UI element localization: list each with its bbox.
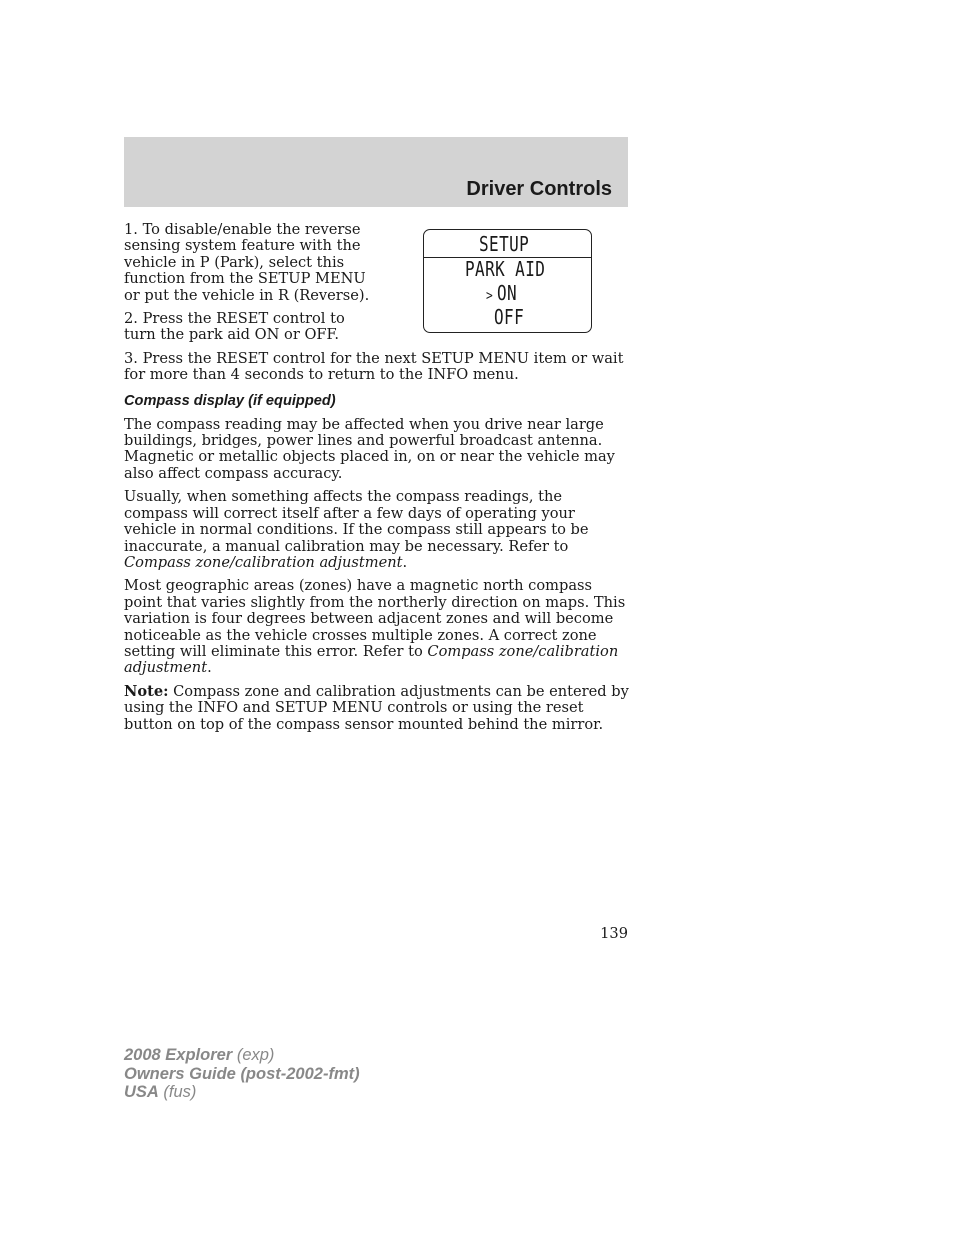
paragraph-2-text: Usually, when something affects the compass readings, the compass will correct itself after a few days of operating your vehicle in normal conditions. If the compass still appears to be inaccurate, a manual calibration may be necessary. Refer to: [124, 488, 589, 555]
step-2: 2. Press the RESET control to turn the park aid ON or OFF.: [124, 310, 345, 344]
footer-market-code: (fus): [158, 1083, 197, 1102]
display-option-off: OFF: [494, 305, 525, 329]
footer-market: USA: [124, 1083, 159, 1102]
footer-model-code: (exp): [232, 1046, 275, 1064]
footer-line-3: [124, 1083, 360, 1102]
document-footer: [124, 1046, 360, 1102]
step-1: 1. To disable/enable the reverse sensing system feature with the vehicle in P (Park), select this function from the SETUP MENU or put the vehicle in R (Reverse).: [124, 221, 370, 304]
compass-heading: Compass display (if equipped): [124, 392, 336, 409]
section-header-band: [124, 137, 628, 207]
compass-paragraph-2: [124, 489, 629, 571]
section-title: Driver Controls: [466, 178, 612, 200]
step-3: 3. Press the RESET control for the next SETUP MENU item or wait for more than 4 seconds to return to the INFO menu.: [124, 349, 624, 384]
compass-paragraph-3: [124, 578, 629, 676]
page-number: 139: [600, 925, 628, 942]
calibration-reference-2: Compass zone/calibration adjustment: [124, 642, 619, 677]
display-option-on: ON: [497, 281, 518, 305]
footer-model: 2008 Explorer: [124, 1046, 233, 1064]
compass-paragraph-1: The compass reading may be affected when you drive near large buildings, bridges, power lines and powerful broadcast antenna. Magnetic or metallic objects placed in, on or near the vehicle may also affect compass accuracy.: [124, 415, 615, 482]
display-cursor: >: [486, 288, 494, 304]
page-content: [124, 222, 629, 740]
footer-guide: Owners Guide (post-2002-fmt): [124, 1064, 360, 1083]
note-label: Note:: [124, 682, 169, 700]
display-line-park-aid: PARK AID: [465, 257, 546, 281]
footer-line-2: [124, 1065, 360, 1084]
display-title: SETUP: [479, 232, 530, 256]
paragraph-3-end: .: [207, 659, 212, 677]
paragraph-3-text: Most geographic areas (zones) have a magnetic north compass point that varies slightly from the northerly direction on maps. This variation is four degrees between adjacent zones and will become noticeable as the vehicle crosses multiple zones. A correct zone setting will eliminate this error. Refer to: [124, 577, 626, 660]
footer-line-1: [124, 1046, 360, 1065]
compass-note: [124, 684, 629, 733]
paragraph-2-end: .: [402, 553, 408, 571]
note-text: Compass zone and calibration adjustments can be entered by using the INFO and SETUP MENU controls or using the reset button on top of the compass sensor mounted behind the mirror.: [124, 682, 629, 733]
calibration-reference-1: Compass zone/calibration adjustment: [124, 553, 403, 571]
